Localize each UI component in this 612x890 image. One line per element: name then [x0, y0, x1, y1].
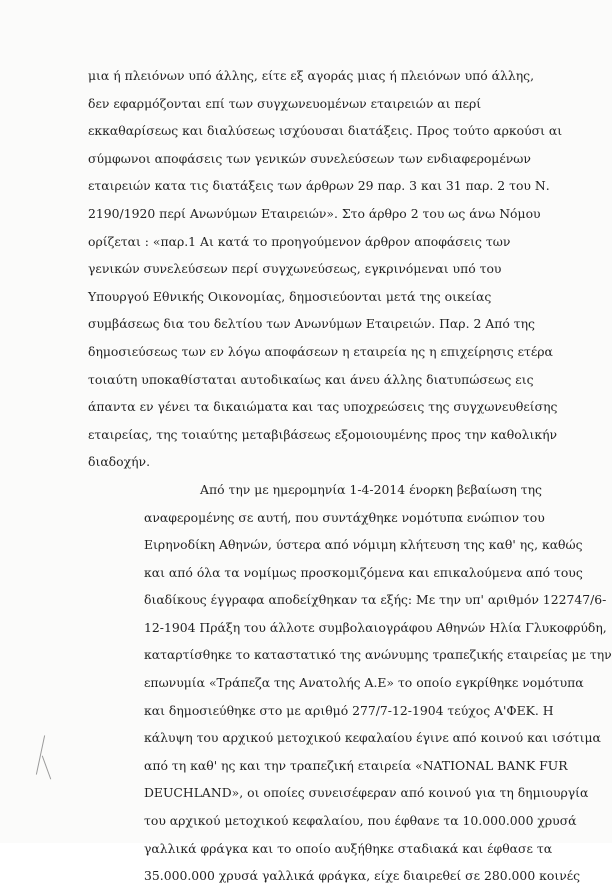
text-line: μια ή πλειόνων υπό άλλης, είτε εξ αγοράς μιας ή πλειόνων υπό άλλης,: [88, 68, 535, 83]
text-line: κάλυψη του αρχικού μετοχικού κεφαλαίου έγινε από κοινού και ισότιμα: [144, 730, 601, 746]
text-line: 2190/1920 περί Ανωνύμων Εταιρειών». Στο άρθρο 2 του ως άνω Νόμου: [88, 205, 541, 221]
pen-mark: [36, 735, 45, 774]
text-line: δεν εφαρμόζονται επί των συγχωνευομένων εταιρειών αι περί: [88, 95, 482, 111]
text-line: εταιρείας, της τοιαύτης μεταβιβάσεως εξομοιουμένης προς την καθολικήν: [88, 426, 558, 442]
text-line: συμβάσεως δια του δελτίου των Ανωνύμων Εταιρειών. Παρ. 2 Από της: [88, 316, 535, 332]
text-line: από τη καθ' ης και την τραπεζική εταιρεία «NATIONAL BANK FUR: [144, 757, 568, 773]
text-line: ορίζεται : «παρ.1 Αι κατά το προηγούμενον άρθρον αποφάσεις των: [88, 233, 511, 249]
text-line: και από όλα τα νομίμως προσκομιζόμενα και επικαλούμενα από τους: [144, 564, 583, 580]
text-line: 12-1904 Πράξη του άλλοτε συμβολαιογράφου Αθηνών Ηλία Γλυκοφρύδη,: [144, 619, 607, 635]
text-line: σύμφωνοι αποφάσεις των γενικών συνελεύσεων των ενδιαφερομένων: [88, 150, 531, 166]
paragraph: [88, 62, 563, 476]
text-line: εκκαθαρίσεως και διαλύσεως ισχύουσαι διατάξεις. Προς τούτο αρκούσι αι: [88, 123, 563, 139]
text-line: εταιρειών κατα τις διατάξεις των άρθρων 29 παρ. 3 και 31 παρ. 2 του Ν.: [88, 178, 550, 194]
text-line: επωνυμία «Τράπεζα της Ανατολής Α.Ε» το οποίο εγκρίθηκε νομότυπα: [144, 675, 584, 691]
document-body: [88, 62, 612, 890]
text-line: γενικών συνελεύσεων περί συγχωνεύσεως, εγκρινόμεναι υπό του: [88, 261, 502, 277]
text-line: DEUCHLAND», οι οποίες συνεισέφεραν από κοινού για τη δημιουργία: [144, 785, 589, 801]
text-line: 35.000.000 χρυσά γαλλικά φράγκα, είχε διαιρεθεί σε 280.000 κοινές: [144, 868, 581, 884]
paragraph: [88, 476, 612, 890]
text-line: Ειρηνοδίκη Αθηνών, ύστερα από νόμιμη κλήτευση της καθ' ης, καθώς: [144, 537, 583, 553]
text-line: Από την με ημερομηνία 1-4-2014 ένορκη βεβαίωση της: [200, 481, 542, 497]
text-line: διαδοχήν.: [88, 454, 151, 470]
text-line: δημοσιεύσεως των εν λόγω αποφάσεων η εταιρεία ης η επιχείρησις ετέρα: [88, 343, 553, 359]
pen-mark: [42, 756, 51, 780]
text-line: Υπουργού Εθνικής Οικονομίας, δημοσιεύονται μετά της οικείας: [88, 288, 492, 304]
text-line: τοιαύτη υποκαθίσταται αυτοδικαίως και άνευ άλλης διατυπώσεως εις: [88, 371, 534, 387]
text-line: καταρτίσθηκε το καταστατικό της ανώνυμης τραπεζικής εταιρείας με την: [144, 647, 612, 663]
text-line: διαδίκους έγγραφα αποδείχθηκαν τα εξής: Με την υπ' αριθμόν 122747/6-: [144, 592, 607, 608]
text-line: γαλλικά φράγκα και το οποίο αυξήθηκε σταδιακά και έφθασε τα: [144, 840, 553, 856]
text-line: του αρχικού μετοχικού κεφαλαίου, που έφθανε τα 10.000.000 χρυσά: [144, 813, 577, 829]
text-line: άπαντα εν γένει τα δικαιώματα και τας υποχρεώσεις της συγχωνευθείσης: [88, 399, 558, 415]
text-line: αναφερομένης σε αυτή, που συντάχθηκε νομότυπα ενώπιον του: [144, 509, 545, 525]
text-line: και δημοσιεύθηκε στο με αριθμό 277/7-12-1904 τεύχος Α'ΦΕΚ. Η: [144, 702, 554, 718]
